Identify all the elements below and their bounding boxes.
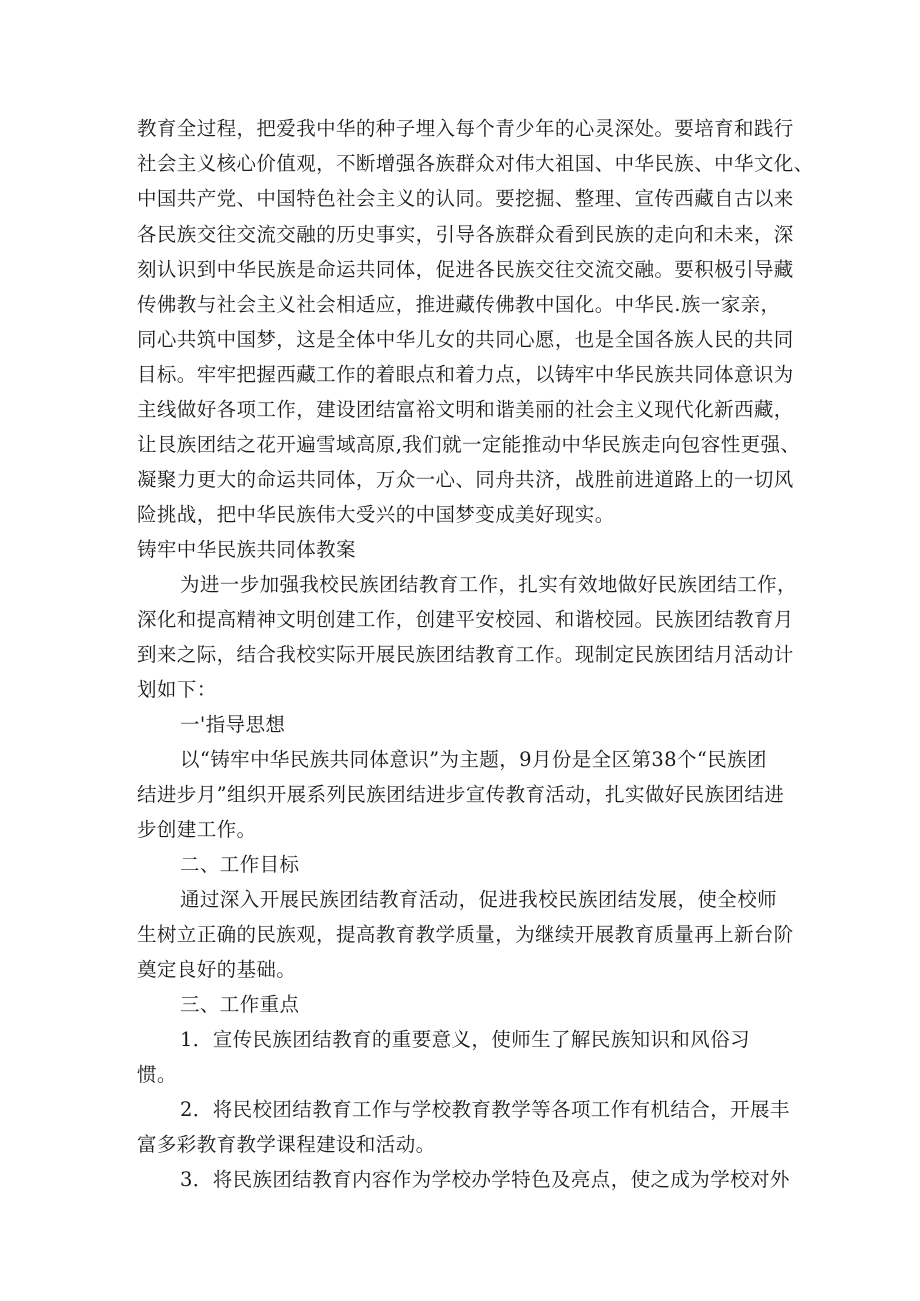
- heading-work-focus: 三、工作重点: [180, 993, 300, 1016]
- text-line: 社会主义核心价值观，不断增强各族群众对伟大祖国、中华民族、中华文化、: [137, 152, 814, 175]
- text-line: 生树立正确的民族观，提高教育教学质量，为继续开展教育质量再上新台阶: [137, 923, 794, 946]
- text-line: 同心共筑中国梦，这是全体中华儿女的共同心愿，也是全国各族人民的共同: [137, 328, 794, 351]
- text-line: 目标。牢牢把握西藏工作的着眼点和着力点，以铸牢中华民族共同体意识为: [137, 363, 794, 386]
- heading-work-goals: 二、工作目标: [180, 853, 300, 876]
- text-line: 通过深入开展民族团结教育活动，促进我校民族团结发展，使全校师: [180, 888, 778, 911]
- list-item: 1．宣传民族团结教育的重要意义，使师生了解民族知识和风俗习: [180, 1028, 751, 1051]
- text-line: 步创建工作。: [137, 818, 257, 841]
- text-line: 教育全过程，把爱我中华的种子埋入每个青少年的心灵深处。要培育和践行: [137, 117, 794, 140]
- text-line: 结进步月”组织开展系列民族团结进步宣传教育活动，扎实做好民族团结进: [137, 783, 785, 806]
- text-line: 深化和提高精神文明创建工作，创建平安校园、和谐校园。民族团结教育月: [137, 608, 794, 631]
- text-line: 惯。: [137, 1063, 177, 1086]
- text-line: 凝聚力更大的命运共同体，万众一心、同舟共济，战胜前进道路上的一切风: [137, 468, 794, 491]
- text-line: 奠定良好的基础。: [137, 958, 297, 981]
- text-line: 富多彩教育教学课程建设和活动。: [137, 1133, 436, 1156]
- text-line: 到来之际，结合我校实际开展民族团结教育工作。现制定民族团结月活动计: [137, 643, 794, 666]
- text-line: 中国共产党、中国特色社会主义的认同。要挖掘、整理、宣传西藏自古以来: [137, 187, 794, 210]
- text-line: 主线做好各项工作，建设团结富裕文明和谐美丽的社会主义现代化新西藏，: [137, 398, 794, 421]
- text-line: 为进一步加强我校民族团结教育工作，扎实有效地做好民族团结工作，: [180, 573, 797, 596]
- text-line: 险挑战，把中华民族伟大受兴的中国梦变成美好现实。: [137, 503, 615, 526]
- list-item: 3．将民族团结教育内容作为学校办学特色及亮点，使之成为学校对外: [180, 1168, 790, 1191]
- text-line: 以“铸牢中华民族共同体意识”为主题，9月份是全区第38个“民族团: [180, 748, 767, 771]
- text-line: 让艮族团结之花开遍雪域高原,我们就一定能推动中华民族走向包容性更强、: [137, 433, 801, 456]
- heading-guiding-ideology: 一'指导思想: [180, 713, 286, 736]
- text-line: 划如下：: [137, 678, 217, 701]
- text-line: 传佛教与社会主义社会相适应，推进藏传佛教中国化。中华民.族一家亲，: [137, 293, 781, 316]
- text-line: 刻认识到中华民族是命运共同体，促进各民族交往交流交融。要积极引导藏: [137, 258, 794, 281]
- section-title: 铸牢中华民族共同体教案: [137, 538, 356, 561]
- list-item: 2．将民校团结教育工作与学校教育教学等各项工作有机结合，开展丰: [180, 1098, 790, 1121]
- text-line: 各民族交往交流交融的历史事实，引导各族群众看到民族的走向和未来，深: [137, 223, 794, 246]
